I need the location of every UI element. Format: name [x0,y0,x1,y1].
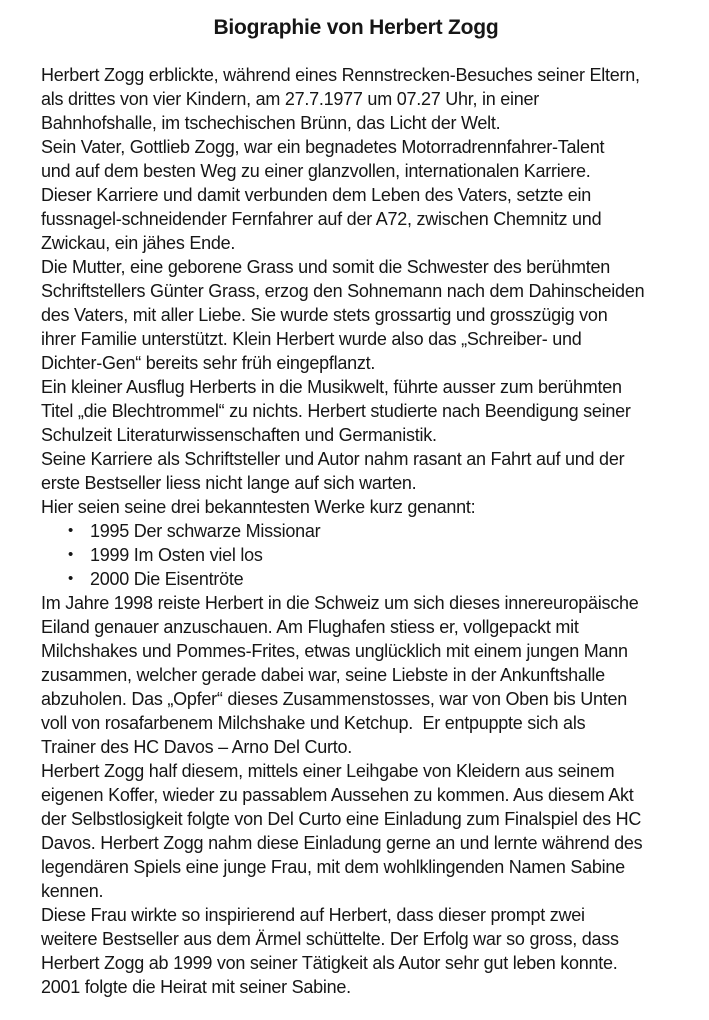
text-line: Herbert Zogg half diesem, mittels einer Leihgabe von Kleidern aus seinem [41,761,615,781]
text-line: eigenen Koffer, wieder zu passablem Aussehen zu kommen. Aus diesem Akt [41,785,634,805]
text-line: des Vaters, mit aller Liebe. Sie wurde stets grossartig und grosszügig von [41,305,608,325]
document-body [41,63,671,999]
paragraph [41,135,671,255]
works-list [41,519,671,591]
paragraph [41,591,671,759]
bullet-icon: • [68,522,74,539]
list-item [41,567,671,591]
text-line: Ein kleiner Ausflug Herberts in die Musikwelt, führte ausser zum berühmten [41,377,622,397]
text-line: Bahnhofshalle, im tschechischen Brünn, das Licht der Welt. [41,113,501,133]
text-line: Im Jahre 1998 reiste Herbert in die Schweiz um sich dieses innereuropäische [41,593,639,613]
text-line: 2001 folgte die Heirat mit seiner Sabine. [41,977,351,997]
paragraph [41,495,671,519]
text-line: Die Mutter, eine geborene Grass und somit die Schwester des berühmten [41,257,611,277]
paragraph [41,63,671,135]
bullet-icon: • [68,546,74,563]
text-line: erste Bestseller liess nicht lange auf sich warten. [41,473,417,493]
text-line: Titel „die Blechtrommel“ zu nichts. Herbert studierte nach Beendigung seiner [41,401,631,421]
text-line: Hier seien seine drei bekanntesten Werke kurz genannt: [41,497,476,517]
text-line: Schulzeit Literaturwissenschaften und Germanistik. [41,425,437,445]
list-item [41,543,671,567]
text-line: ihrer Familie unterstützt. Klein Herbert wurde also das „Schreiber- und [41,329,582,349]
text-line: abzuholen. Das „Opfer“ dieses Zusammenstosses, war von Oben bis Unten [41,689,628,709]
text-line: Eiland genauer anzuschauen. Am Flughafen stiess er, vollgepackt mit [41,617,579,637]
text-line: Davos. Herbert Zogg nahm diese Einladung gerne an und lernte während des [41,833,643,853]
list-item-text: 2000 Die Eisentröte [90,569,244,589]
text-line: Sein Vater, Gottlieb Zogg, war ein begnadetes Motorradrennfahrer-Talent [41,137,605,157]
text-line: Schriftstellers Günter Grass, erzog den Sohnemann nach dem Dahinscheiden [41,281,645,301]
text-line: Herbert Zogg erblickte, während eines Rennstrecken-Besuches seiner Eltern, [41,65,640,85]
bullet-icon: • [68,570,74,587]
text-line: Dichter-Gen“ bereits sehr früh eingepflanzt. [41,353,376,373]
text-line: und auf dem besten Weg zu einer glanzvollen, internationalen Karriere. [41,161,591,181]
text-line: Herbert Zogg ab 1999 von seiner Tätigkeit als Autor sehr gut leben konnte. [41,953,618,973]
text-line: als drittes von vier Kindern, am 27.7.1977 um 07.27 Uhr, in einer [41,89,540,109]
list-item-text: 1995 Der schwarze Missionar [90,521,321,541]
text-line: Zwickau, ein jähes Ende. [41,233,236,253]
text-line: weitere Bestseller aus dem Ärmel schüttelte. Der Erfolg war so gross, dass [41,929,619,949]
text-line: zusammen, welcher gerade dabei war, seine Liebste in der Ankunftshalle [41,665,605,685]
text-line: legendären Spiels eine junge Frau, mit dem wohlklingenden Namen Sabine [41,857,625,877]
list-item [41,519,671,543]
text-line: Milchshakes und Pommes-Frites, etwas unglücklich mit einem jungen Mann [41,641,628,661]
text-line: Dieser Karriere und damit verbunden dem Leben des Vaters, setzte ein [41,185,591,205]
paragraph [41,447,671,495]
text-line: Seine Karriere als Schriftsteller und Autor nahm rasant an Fahrt auf und der [41,449,625,469]
text-line: fussnagel-schneidender Fernfahrer auf der A72, zwischen Chemnitz und [41,209,602,229]
text-line: Trainer des HC Davos – Arno Del Curto. [41,737,352,757]
text-line: der Selbstlosigkeit folgte von Del Curto eine Einladung zum Finalspiel des HC [41,809,642,829]
document-title: Biographie von Herbert Zogg [213,16,499,39]
paragraph [41,903,671,999]
list-item-text: 1999 Im Osten viel los [90,545,263,565]
paragraph [41,255,671,375]
text-line: kennen. [41,881,104,901]
text-line: Diese Frau wirkte so inspirierend auf Herbert, dass dieser prompt zwei [41,905,585,925]
text-line: voll von rosafarbenem Milchshake und Ketchup. Er entpuppte sich als [41,713,586,733]
paragraph [41,375,671,447]
paragraph [41,759,671,903]
